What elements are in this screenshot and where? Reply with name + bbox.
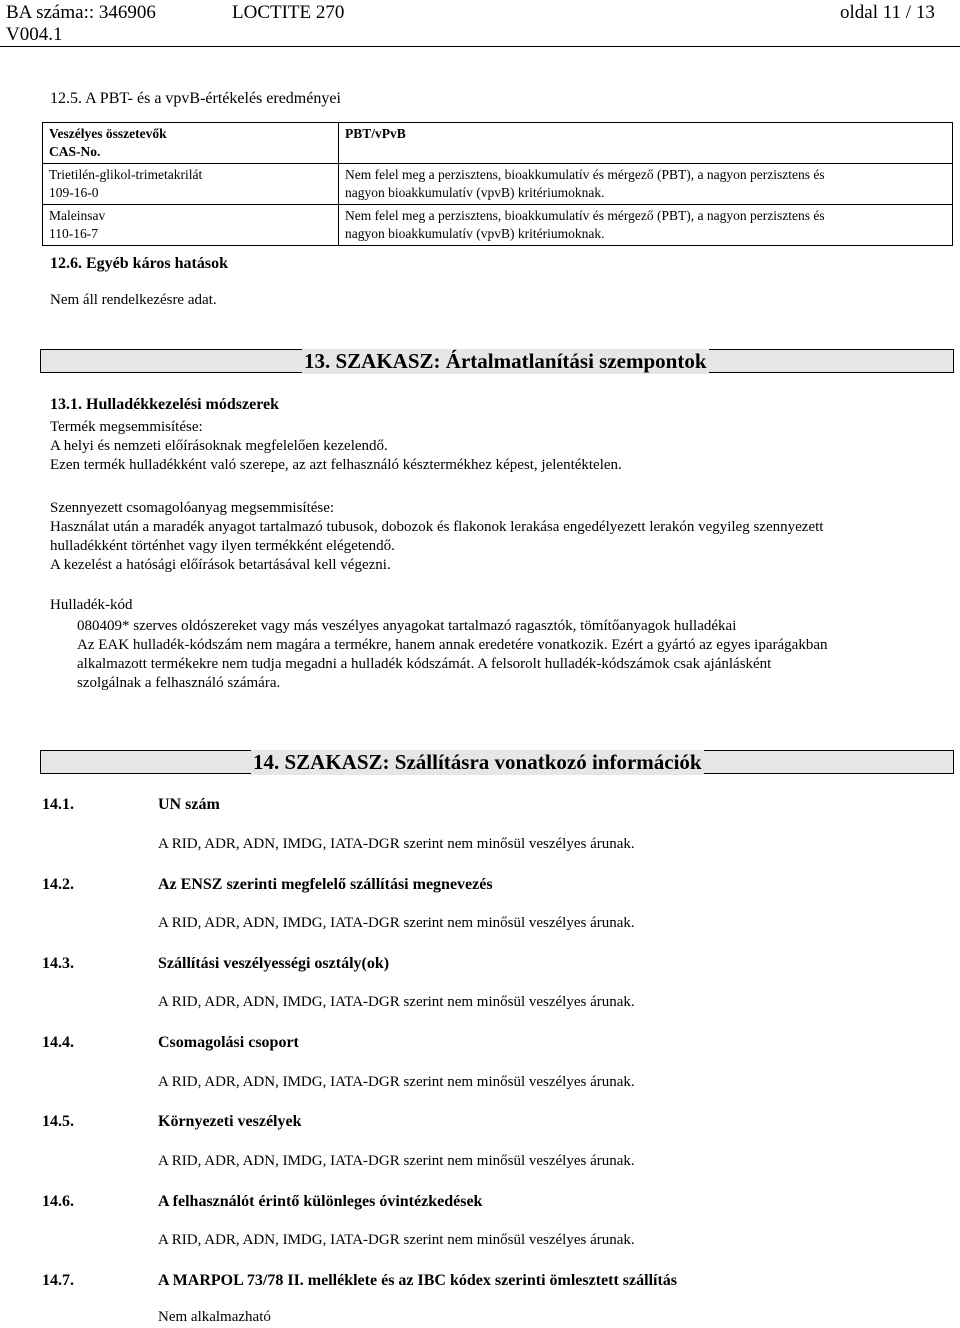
waste-code-text: szolgálnak a felhasználó számára. xyxy=(77,675,281,691)
column-header-components: Veszélyes összetevők xyxy=(49,126,167,141)
header-divider xyxy=(0,46,960,47)
pbt-table xyxy=(42,122,953,246)
item-label: Csomagolási csoport xyxy=(158,1034,299,1051)
item-label: A MARPOL 73/78 II. melléklete és az IBC kódex szerinti ömlesztett szállítás xyxy=(158,1272,678,1289)
page-number: oldal 11 / 13 xyxy=(840,2,935,23)
column-header-cas: CAS-No. xyxy=(49,144,101,159)
packaging-disposal-text: Használat után a maradék anyagot tartalmazó tubusok, dobozok és flakonok lerakása engedélyezett lerakón vegyileg szennyezett xyxy=(50,519,824,535)
packaging-disposal-block xyxy=(50,499,823,575)
item-label: Szállítási veszélyességi osztály(ok) xyxy=(158,955,390,972)
section-14-title: 14. SZAKASZ: Szállításra vonatkozó információk xyxy=(253,750,702,774)
item-text: A RID, ADR, ADN, IMDG, IATA-DGR szerint nem minősül veszélyes árunak. xyxy=(158,994,635,1010)
table-cell xyxy=(339,164,953,205)
document-number: BA száma:: 346906 xyxy=(6,2,156,23)
item-label: A felhasználót érintő különleges óvintézkedések xyxy=(158,1193,483,1210)
item-text: A RID, ADR, ADN, IMDG, IATA-DGR szerint nem minősül veszélyes árunak. xyxy=(158,1232,635,1248)
item-number: 14.4. xyxy=(42,1034,74,1051)
table-cell xyxy=(339,205,953,246)
waste-code-text: alkalmazott termékekre nem tudja megadni a hulladék kódszámát. A felsorolt hulladék-kódszámok csak ajánlásként xyxy=(77,656,772,672)
packaging-disposal-text: A kezelést a hatósági előírások betartásával kell végezni. xyxy=(50,557,391,573)
packaging-disposal-text: hulladékként történhet vagy ilyen termékként elégetendő. xyxy=(50,538,395,554)
document-version: V004.1 xyxy=(6,24,63,45)
item-label: UN szám xyxy=(158,796,220,813)
section-12-5-title: 12.5. A PBT- és a vpvB-értékelés eredményei xyxy=(50,90,341,107)
waste-code-block xyxy=(77,617,827,693)
table-header-cell xyxy=(43,123,339,164)
component-cas: 109-16-0 xyxy=(49,185,99,200)
table-row xyxy=(43,164,953,205)
waste-code-text: 080409* szerves oldószereket vagy más veszélyes anyagokat tartalmazó ragasztók, tömítőanyagok hulladékai xyxy=(77,618,737,634)
table-cell xyxy=(43,205,339,246)
section-12-6-title: 12.6. Egyéb káros hatások xyxy=(50,255,228,272)
pbt-assessment-line: nagyon bioakkumulatív (vpvB) kritériumoknak. xyxy=(345,226,605,241)
pbt-assessment-line: nagyon bioakkumulatív (vpvB) kritériumoknak. xyxy=(345,185,605,200)
product-name: LOCTITE 270 xyxy=(232,2,345,23)
item-text: A RID, ADR, ADN, IMDG, IATA-DGR szerint nem minősül veszélyes árunak. xyxy=(158,1074,635,1090)
pbt-assessment-line: Nem felel meg a perzisztens, bioakkumulatív és mérgező (PBT), a nagyon perzisztens és xyxy=(345,167,825,182)
column-header-pbt: PBT/vPvB xyxy=(339,123,953,164)
component-name: Maleinsav xyxy=(49,208,106,223)
item-label: Környezeti veszélyek xyxy=(158,1113,302,1130)
item-text: Nem alkalmazható xyxy=(158,1309,271,1325)
product-disposal-text: Ezen termék hulladékként való szerepe, az azt felhasználó késztermékhez képest, jelentéktelen. xyxy=(50,457,622,473)
item-number: 14.3. xyxy=(42,955,74,972)
component-cas: 110-16-7 xyxy=(49,226,98,241)
section-13-1-title: 13.1. Hulladékkezelési módszerek xyxy=(50,396,280,413)
item-text: A RID, ADR, ADN, IMDG, IATA-DGR szerint nem minősül veszélyes árunak. xyxy=(158,836,635,852)
product-disposal-block xyxy=(50,418,622,475)
item-number: 14.5. xyxy=(42,1113,74,1130)
waste-code-text: Az EAK hulladék-kódszám nem magára a termékre, hanem annak eredetére vonatkozik. Ezért a gyártó az egyes iparágakban xyxy=(77,637,828,653)
table-row xyxy=(43,123,953,164)
product-disposal-text: A helyi és nemzeti előírásoknak megfelelően kezelendő. xyxy=(50,438,388,454)
product-disposal-label: Termék megsemmisítése: xyxy=(50,419,203,435)
item-text: A RID, ADR, ADN, IMDG, IATA-DGR szerint nem minősül veszélyes árunak. xyxy=(158,915,635,931)
item-number: 14.2. xyxy=(42,876,74,893)
item-label: Az ENSZ szerinti megfelelő szállítási megnevezés xyxy=(158,876,493,893)
pbt-assessment-line: Nem felel meg a perzisztens, bioakkumulatív és mérgező (PBT), a nagyon perzisztens és xyxy=(345,208,825,223)
table-cell xyxy=(43,164,339,205)
item-text: A RID, ADR, ADN, IMDG, IATA-DGR szerint nem minősül veszélyes árunak. xyxy=(158,1153,635,1169)
section-13-title: 13. SZAKASZ: Ártalmatlanítási szempontok xyxy=(304,349,707,373)
item-number: 14.6. xyxy=(42,1193,74,1210)
table-row xyxy=(43,205,953,246)
item-number: 14.1. xyxy=(42,796,74,813)
component-name: Trietilén-glikol-trimetakrilát xyxy=(49,167,203,182)
waste-code-label: Hulladék-kód xyxy=(50,597,133,613)
section-12-6-text: Nem áll rendelkezésre adat. xyxy=(50,292,217,308)
packaging-disposal-label: Szennyezett csomagolóanyag megsemmisítése: xyxy=(50,500,335,516)
item-number: 14.7. xyxy=(42,1272,74,1289)
